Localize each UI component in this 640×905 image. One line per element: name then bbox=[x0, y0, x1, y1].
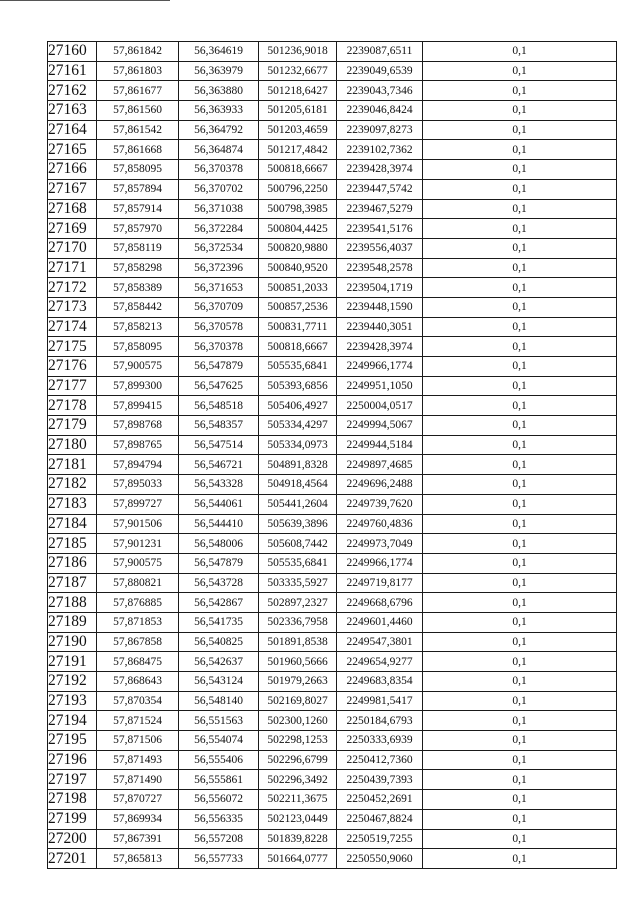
accuracy-cell: 0,1 bbox=[423, 160, 617, 180]
point-number-cell: 27170 bbox=[48, 238, 97, 258]
coord-y-cell: 2249683,8354 bbox=[337, 672, 423, 692]
coord-x-cell: 502296,3492 bbox=[259, 770, 337, 790]
table-row bbox=[48, 475, 617, 495]
table-row bbox=[48, 494, 617, 514]
table-row bbox=[48, 179, 617, 199]
coord-y-cell: 2249944,5184 bbox=[337, 435, 423, 455]
latitude-cell: 57,880821 bbox=[97, 573, 179, 593]
latitude-cell: 57,867858 bbox=[97, 632, 179, 652]
table-row bbox=[48, 297, 617, 317]
coord-x-cell: 501236,9018 bbox=[259, 42, 337, 62]
longitude-cell: 56,544061 bbox=[179, 494, 259, 514]
point-number-cell: 27196 bbox=[48, 750, 97, 770]
table-row bbox=[48, 42, 617, 62]
accuracy-cell: 0,1 bbox=[423, 396, 617, 416]
coord-x-cell: 502123,0449 bbox=[259, 809, 337, 829]
point-number-cell: 27178 bbox=[48, 396, 97, 416]
accuracy-cell: 0,1 bbox=[423, 61, 617, 81]
latitude-cell: 57,899415 bbox=[97, 396, 179, 416]
coord-x-cell: 500818,6667 bbox=[259, 160, 337, 180]
longitude-cell: 56,370378 bbox=[179, 337, 259, 357]
coord-x-cell: 501664,0777 bbox=[259, 849, 337, 869]
latitude-cell: 57,861842 bbox=[97, 42, 179, 62]
coord-y-cell: 2250333,6939 bbox=[337, 731, 423, 751]
accuracy-cell: 0,1 bbox=[423, 416, 617, 436]
table-row bbox=[48, 573, 617, 593]
latitude-cell: 57,861542 bbox=[97, 120, 179, 140]
table-row bbox=[48, 219, 617, 239]
coord-y-cell: 2239097,8273 bbox=[337, 120, 423, 140]
longitude-cell: 56,557208 bbox=[179, 829, 259, 849]
latitude-cell: 57,861803 bbox=[97, 61, 179, 81]
accuracy-cell: 0,1 bbox=[423, 809, 617, 829]
top-rule bbox=[0, 0, 170, 1]
table-row bbox=[48, 809, 617, 829]
latitude-cell: 57,868643 bbox=[97, 672, 179, 692]
latitude-cell: 57,857914 bbox=[97, 199, 179, 219]
latitude-cell: 57,870727 bbox=[97, 790, 179, 810]
coord-y-cell: 2249760,4836 bbox=[337, 514, 423, 534]
accuracy-cell: 0,1 bbox=[423, 514, 617, 534]
point-number-cell: 27173 bbox=[48, 297, 97, 317]
latitude-cell: 57,861677 bbox=[97, 81, 179, 101]
longitude-cell: 56,547625 bbox=[179, 376, 259, 396]
point-number-cell: 27183 bbox=[48, 494, 97, 514]
point-number-cell: 27197 bbox=[48, 770, 97, 790]
accuracy-cell: 0,1 bbox=[423, 317, 617, 337]
point-number-cell: 27179 bbox=[48, 416, 97, 436]
longitude-cell: 56,363880 bbox=[179, 81, 259, 101]
coord-y-cell: 2250452,2691 bbox=[337, 790, 423, 810]
coord-y-cell: 2249654,9277 bbox=[337, 652, 423, 672]
table-row bbox=[48, 337, 617, 357]
accuracy-cell: 0,1 bbox=[423, 376, 617, 396]
coord-x-cell: 501839,8228 bbox=[259, 829, 337, 849]
coord-x-cell: 501217,4842 bbox=[259, 140, 337, 160]
coord-y-cell: 2249719,8177 bbox=[337, 573, 423, 593]
coord-y-cell: 2250412,7360 bbox=[337, 750, 423, 770]
table-row bbox=[48, 160, 617, 180]
accuracy-cell: 0,1 bbox=[423, 632, 617, 652]
table-row bbox=[48, 376, 617, 396]
longitude-cell: 56,370702 bbox=[179, 179, 259, 199]
latitude-cell: 57,871524 bbox=[97, 711, 179, 731]
table-row bbox=[48, 120, 617, 140]
table-row bbox=[48, 61, 617, 81]
accuracy-cell: 0,1 bbox=[423, 140, 617, 160]
coord-y-cell: 2239428,3974 bbox=[337, 337, 423, 357]
coord-y-cell: 2249994,5067 bbox=[337, 416, 423, 436]
latitude-cell: 57,858213 bbox=[97, 317, 179, 337]
table-row bbox=[48, 81, 617, 101]
longitude-cell: 56,541735 bbox=[179, 612, 259, 632]
point-number-cell: 27185 bbox=[48, 534, 97, 554]
point-number-cell: 27175 bbox=[48, 337, 97, 357]
latitude-cell: 57,857894 bbox=[97, 179, 179, 199]
table-row bbox=[48, 691, 617, 711]
latitude-cell: 57,901231 bbox=[97, 534, 179, 554]
latitude-cell: 57,900575 bbox=[97, 553, 179, 573]
latitude-cell: 57,871493 bbox=[97, 750, 179, 770]
point-number-cell: 27181 bbox=[48, 455, 97, 475]
longitude-cell: 56,547879 bbox=[179, 553, 259, 573]
table-row bbox=[48, 593, 617, 613]
accuracy-cell: 0,1 bbox=[423, 593, 617, 613]
coord-x-cell: 505639,3896 bbox=[259, 514, 337, 534]
longitude-cell: 56,551563 bbox=[179, 711, 259, 731]
latitude-cell: 57,871853 bbox=[97, 612, 179, 632]
coord-x-cell: 501891,8538 bbox=[259, 632, 337, 652]
coord-y-cell: 2249547,3801 bbox=[337, 632, 423, 652]
longitude-cell: 56,370578 bbox=[179, 317, 259, 337]
coord-x-cell: 501979,2663 bbox=[259, 672, 337, 692]
table-row bbox=[48, 435, 617, 455]
point-number-cell: 27168 bbox=[48, 199, 97, 219]
table-row bbox=[48, 770, 617, 790]
latitude-cell: 57,871490 bbox=[97, 770, 179, 790]
coord-x-cell: 501218,6427 bbox=[259, 81, 337, 101]
accuracy-cell: 0,1 bbox=[423, 534, 617, 554]
coord-x-cell: 500851,2033 bbox=[259, 278, 337, 298]
coord-x-cell: 501205,6181 bbox=[259, 101, 337, 121]
accuracy-cell: 0,1 bbox=[423, 553, 617, 573]
point-number-cell: 27167 bbox=[48, 179, 97, 199]
longitude-cell: 56,372534 bbox=[179, 238, 259, 258]
accuracy-cell: 0,1 bbox=[423, 199, 617, 219]
coord-x-cell: 504891,8328 bbox=[259, 455, 337, 475]
latitude-cell: 57,869934 bbox=[97, 809, 179, 829]
point-number-cell: 27191 bbox=[48, 652, 97, 672]
coord-y-cell: 2239087,6511 bbox=[337, 42, 423, 62]
accuracy-cell: 0,1 bbox=[423, 573, 617, 593]
longitude-cell: 56,546721 bbox=[179, 455, 259, 475]
coord-y-cell: 2249696,2488 bbox=[337, 475, 423, 495]
table-row bbox=[48, 101, 617, 121]
longitude-cell: 56,547514 bbox=[179, 435, 259, 455]
longitude-cell: 56,364874 bbox=[179, 140, 259, 160]
longitude-cell: 56,555861 bbox=[179, 770, 259, 790]
accuracy-cell: 0,1 bbox=[423, 101, 617, 121]
longitude-cell: 56,372284 bbox=[179, 219, 259, 239]
coord-x-cell: 502336,7958 bbox=[259, 612, 337, 632]
coord-y-cell: 2239043,7346 bbox=[337, 81, 423, 101]
accuracy-cell: 0,1 bbox=[423, 652, 617, 672]
coord-y-cell: 2239428,3974 bbox=[337, 160, 423, 180]
coord-x-cell: 505334,4297 bbox=[259, 416, 337, 436]
latitude-cell: 57,898768 bbox=[97, 416, 179, 436]
coord-y-cell: 2249981,5417 bbox=[337, 691, 423, 711]
coord-x-cell: 500831,7711 bbox=[259, 317, 337, 337]
point-number-cell: 27192 bbox=[48, 672, 97, 692]
point-number-cell: 27184 bbox=[48, 514, 97, 534]
coord-x-cell: 505608,7442 bbox=[259, 534, 337, 554]
latitude-cell: 57,861668 bbox=[97, 140, 179, 160]
point-number-cell: 27195 bbox=[48, 731, 97, 751]
accuracy-cell: 0,1 bbox=[423, 829, 617, 849]
longitude-cell: 56,556072 bbox=[179, 790, 259, 810]
accuracy-cell: 0,1 bbox=[423, 357, 617, 377]
latitude-cell: 57,894794 bbox=[97, 455, 179, 475]
latitude-cell: 57,867391 bbox=[97, 829, 179, 849]
coord-x-cell: 502296,6799 bbox=[259, 750, 337, 770]
coord-y-cell: 2249897,4685 bbox=[337, 455, 423, 475]
accuracy-cell: 0,1 bbox=[423, 770, 617, 790]
latitude-cell: 57,858442 bbox=[97, 297, 179, 317]
table-row bbox=[48, 849, 617, 869]
table-row bbox=[48, 534, 617, 554]
coord-y-cell: 2249601,4460 bbox=[337, 612, 423, 632]
longitude-cell: 56,544410 bbox=[179, 514, 259, 534]
latitude-cell: 57,865813 bbox=[97, 849, 179, 869]
longitude-cell: 56,543728 bbox=[179, 573, 259, 593]
coord-y-cell: 2250550,9060 bbox=[337, 849, 423, 869]
point-number-cell: 27172 bbox=[48, 278, 97, 298]
coord-y-cell: 2239467,5279 bbox=[337, 199, 423, 219]
longitude-cell: 56,540825 bbox=[179, 632, 259, 652]
point-number-cell: 27193 bbox=[48, 691, 97, 711]
table-row bbox=[48, 199, 617, 219]
accuracy-cell: 0,1 bbox=[423, 455, 617, 475]
longitude-cell: 56,556335 bbox=[179, 809, 259, 829]
coord-x-cell: 500818,6667 bbox=[259, 337, 337, 357]
longitude-cell: 56,370378 bbox=[179, 160, 259, 180]
latitude-cell: 57,901506 bbox=[97, 514, 179, 534]
coord-y-cell: 2250184,6793 bbox=[337, 711, 423, 731]
longitude-cell: 56,548140 bbox=[179, 691, 259, 711]
latitude-cell: 57,871506 bbox=[97, 731, 179, 751]
table-row bbox=[48, 416, 617, 436]
coord-y-cell: 2249973,7049 bbox=[337, 534, 423, 554]
coord-x-cell: 505441,2604 bbox=[259, 494, 337, 514]
longitude-cell: 56,543328 bbox=[179, 475, 259, 495]
point-number-cell: 27189 bbox=[48, 612, 97, 632]
accuracy-cell: 0,1 bbox=[423, 849, 617, 869]
latitude-cell: 57,858095 bbox=[97, 160, 179, 180]
table-row bbox=[48, 396, 617, 416]
point-number-cell: 27187 bbox=[48, 573, 97, 593]
accuracy-cell: 0,1 bbox=[423, 278, 617, 298]
table-row bbox=[48, 455, 617, 475]
point-number-cell: 27180 bbox=[48, 435, 97, 455]
coord-y-cell: 2250004,0517 bbox=[337, 396, 423, 416]
latitude-cell: 57,900575 bbox=[97, 357, 179, 377]
point-number-cell: 27164 bbox=[48, 120, 97, 140]
accuracy-cell: 0,1 bbox=[423, 81, 617, 101]
point-number-cell: 27194 bbox=[48, 711, 97, 731]
accuracy-cell: 0,1 bbox=[423, 179, 617, 199]
longitude-cell: 56,371038 bbox=[179, 199, 259, 219]
coord-y-cell: 2239049,6539 bbox=[337, 61, 423, 81]
point-number-cell: 27169 bbox=[48, 219, 97, 239]
accuracy-cell: 0,1 bbox=[423, 297, 617, 317]
longitude-cell: 56,557733 bbox=[179, 849, 259, 869]
table-row bbox=[48, 238, 617, 258]
coord-x-cell: 505406,4927 bbox=[259, 396, 337, 416]
longitude-cell: 56,548518 bbox=[179, 396, 259, 416]
point-number-cell: 27171 bbox=[48, 258, 97, 278]
longitude-cell: 56,542867 bbox=[179, 593, 259, 613]
longitude-cell: 56,548006 bbox=[179, 534, 259, 554]
point-number-cell: 27160 bbox=[48, 42, 97, 62]
point-number-cell: 27199 bbox=[48, 809, 97, 829]
longitude-cell: 56,363933 bbox=[179, 101, 259, 121]
longitude-cell: 56,364619 bbox=[179, 42, 259, 62]
accuracy-cell: 0,1 bbox=[423, 475, 617, 495]
accuracy-cell: 0,1 bbox=[423, 612, 617, 632]
point-number-cell: 27186 bbox=[48, 553, 97, 573]
coord-x-cell: 501232,6677 bbox=[259, 61, 337, 81]
coord-y-cell: 2249951,1050 bbox=[337, 376, 423, 396]
longitude-cell: 56,364792 bbox=[179, 120, 259, 140]
coord-y-cell: 2249966,1774 bbox=[337, 357, 423, 377]
point-number-cell: 27166 bbox=[48, 160, 97, 180]
point-number-cell: 27201 bbox=[48, 849, 97, 869]
longitude-cell: 56,555406 bbox=[179, 750, 259, 770]
coord-y-cell: 2250467,8824 bbox=[337, 809, 423, 829]
latitude-cell: 57,899300 bbox=[97, 376, 179, 396]
table-row bbox=[48, 750, 617, 770]
point-number-cell: 27176 bbox=[48, 357, 97, 377]
coord-x-cell: 502897,2327 bbox=[259, 593, 337, 613]
coord-y-cell: 2250519,7255 bbox=[337, 829, 423, 849]
coord-y-cell: 2239448,1590 bbox=[337, 297, 423, 317]
table-row bbox=[48, 553, 617, 573]
point-number-cell: 27200 bbox=[48, 829, 97, 849]
table-row bbox=[48, 258, 617, 278]
accuracy-cell: 0,1 bbox=[423, 494, 617, 514]
accuracy-cell: 0,1 bbox=[423, 790, 617, 810]
point-number-cell: 27162 bbox=[48, 81, 97, 101]
table-row bbox=[48, 652, 617, 672]
table-row bbox=[48, 357, 617, 377]
accuracy-cell: 0,1 bbox=[423, 691, 617, 711]
point-number-cell: 27198 bbox=[48, 790, 97, 810]
coord-x-cell: 505393,6856 bbox=[259, 376, 337, 396]
point-number-cell: 27174 bbox=[48, 317, 97, 337]
table-row bbox=[48, 140, 617, 160]
point-number-cell: 27163 bbox=[48, 101, 97, 121]
accuracy-cell: 0,1 bbox=[423, 42, 617, 62]
latitude-cell: 57,858119 bbox=[97, 238, 179, 258]
accuracy-cell: 0,1 bbox=[423, 238, 617, 258]
coord-x-cell: 504918,4564 bbox=[259, 475, 337, 495]
latitude-cell: 57,899727 bbox=[97, 494, 179, 514]
coord-x-cell: 505535,6841 bbox=[259, 553, 337, 573]
longitude-cell: 56,554074 bbox=[179, 731, 259, 751]
coord-x-cell: 500857,2536 bbox=[259, 297, 337, 317]
latitude-cell: 57,870354 bbox=[97, 691, 179, 711]
coord-x-cell: 500840,9520 bbox=[259, 258, 337, 278]
latitude-cell: 57,876885 bbox=[97, 593, 179, 613]
accuracy-cell: 0,1 bbox=[423, 120, 617, 140]
table-row bbox=[48, 612, 617, 632]
latitude-cell: 57,895033 bbox=[97, 475, 179, 495]
coord-x-cell: 500798,3985 bbox=[259, 199, 337, 219]
latitude-cell: 57,857970 bbox=[97, 219, 179, 239]
point-number-cell: 27161 bbox=[48, 61, 97, 81]
coord-y-cell: 2239447,5742 bbox=[337, 179, 423, 199]
table-row bbox=[48, 711, 617, 731]
coord-x-cell: 502211,3675 bbox=[259, 790, 337, 810]
longitude-cell: 56,371653 bbox=[179, 278, 259, 298]
coord-y-cell: 2239548,2578 bbox=[337, 258, 423, 278]
accuracy-cell: 0,1 bbox=[423, 337, 617, 357]
point-number-cell: 27190 bbox=[48, 632, 97, 652]
point-number-cell: 27177 bbox=[48, 376, 97, 396]
point-number-cell: 27165 bbox=[48, 140, 97, 160]
table-row bbox=[48, 731, 617, 751]
point-number-cell: 27188 bbox=[48, 593, 97, 613]
coord-y-cell: 2239102,7362 bbox=[337, 140, 423, 160]
coord-y-cell: 2239440,3051 bbox=[337, 317, 423, 337]
coordinates-table bbox=[47, 41, 617, 869]
latitude-cell: 57,861560 bbox=[97, 101, 179, 121]
latitude-cell: 57,898765 bbox=[97, 435, 179, 455]
accuracy-cell: 0,1 bbox=[423, 219, 617, 239]
coord-x-cell: 501960,5666 bbox=[259, 652, 337, 672]
latitude-cell: 57,858298 bbox=[97, 258, 179, 278]
latitude-cell: 57,868475 bbox=[97, 652, 179, 672]
accuracy-cell: 0,1 bbox=[423, 750, 617, 770]
coord-x-cell: 502298,1253 bbox=[259, 731, 337, 751]
accuracy-cell: 0,1 bbox=[423, 672, 617, 692]
table-row bbox=[48, 278, 617, 298]
accuracy-cell: 0,1 bbox=[423, 731, 617, 751]
coord-x-cell: 502169,8027 bbox=[259, 691, 337, 711]
coord-y-cell: 2239556,4037 bbox=[337, 238, 423, 258]
longitude-cell: 56,370709 bbox=[179, 297, 259, 317]
table-row bbox=[48, 672, 617, 692]
coord-x-cell: 502300,1260 bbox=[259, 711, 337, 731]
point-number-cell: 27182 bbox=[48, 475, 97, 495]
table-row bbox=[48, 829, 617, 849]
coordinates-table-body bbox=[48, 42, 617, 869]
accuracy-cell: 0,1 bbox=[423, 435, 617, 455]
coord-x-cell: 503335,5927 bbox=[259, 573, 337, 593]
longitude-cell: 56,547879 bbox=[179, 357, 259, 377]
coord-y-cell: 2239046,8424 bbox=[337, 101, 423, 121]
coord-y-cell: 2239504,1719 bbox=[337, 278, 423, 298]
accuracy-cell: 0,1 bbox=[423, 258, 617, 278]
longitude-cell: 56,543124 bbox=[179, 672, 259, 692]
table-row bbox=[48, 790, 617, 810]
coord-y-cell: 2239541,5176 bbox=[337, 219, 423, 239]
table-row bbox=[48, 317, 617, 337]
coord-x-cell: 505334,0973 bbox=[259, 435, 337, 455]
accuracy-cell: 0,1 bbox=[423, 711, 617, 731]
coord-y-cell: 2249668,6796 bbox=[337, 593, 423, 613]
table-row bbox=[48, 632, 617, 652]
coord-x-cell: 505535,6841 bbox=[259, 357, 337, 377]
coord-x-cell: 500804,4425 bbox=[259, 219, 337, 239]
latitude-cell: 57,858095 bbox=[97, 337, 179, 357]
coord-x-cell: 500820,9880 bbox=[259, 238, 337, 258]
coord-y-cell: 2249966,1774 bbox=[337, 553, 423, 573]
coord-y-cell: 2249739,7620 bbox=[337, 494, 423, 514]
longitude-cell: 56,542637 bbox=[179, 652, 259, 672]
longitude-cell: 56,548357 bbox=[179, 416, 259, 436]
table-row bbox=[48, 514, 617, 534]
longitude-cell: 56,363979 bbox=[179, 61, 259, 81]
coord-y-cell: 2250439,7393 bbox=[337, 770, 423, 790]
latitude-cell: 57,858389 bbox=[97, 278, 179, 298]
longitude-cell: 56,372396 bbox=[179, 258, 259, 278]
coord-x-cell: 501203,4659 bbox=[259, 120, 337, 140]
coord-x-cell: 500796,2250 bbox=[259, 179, 337, 199]
